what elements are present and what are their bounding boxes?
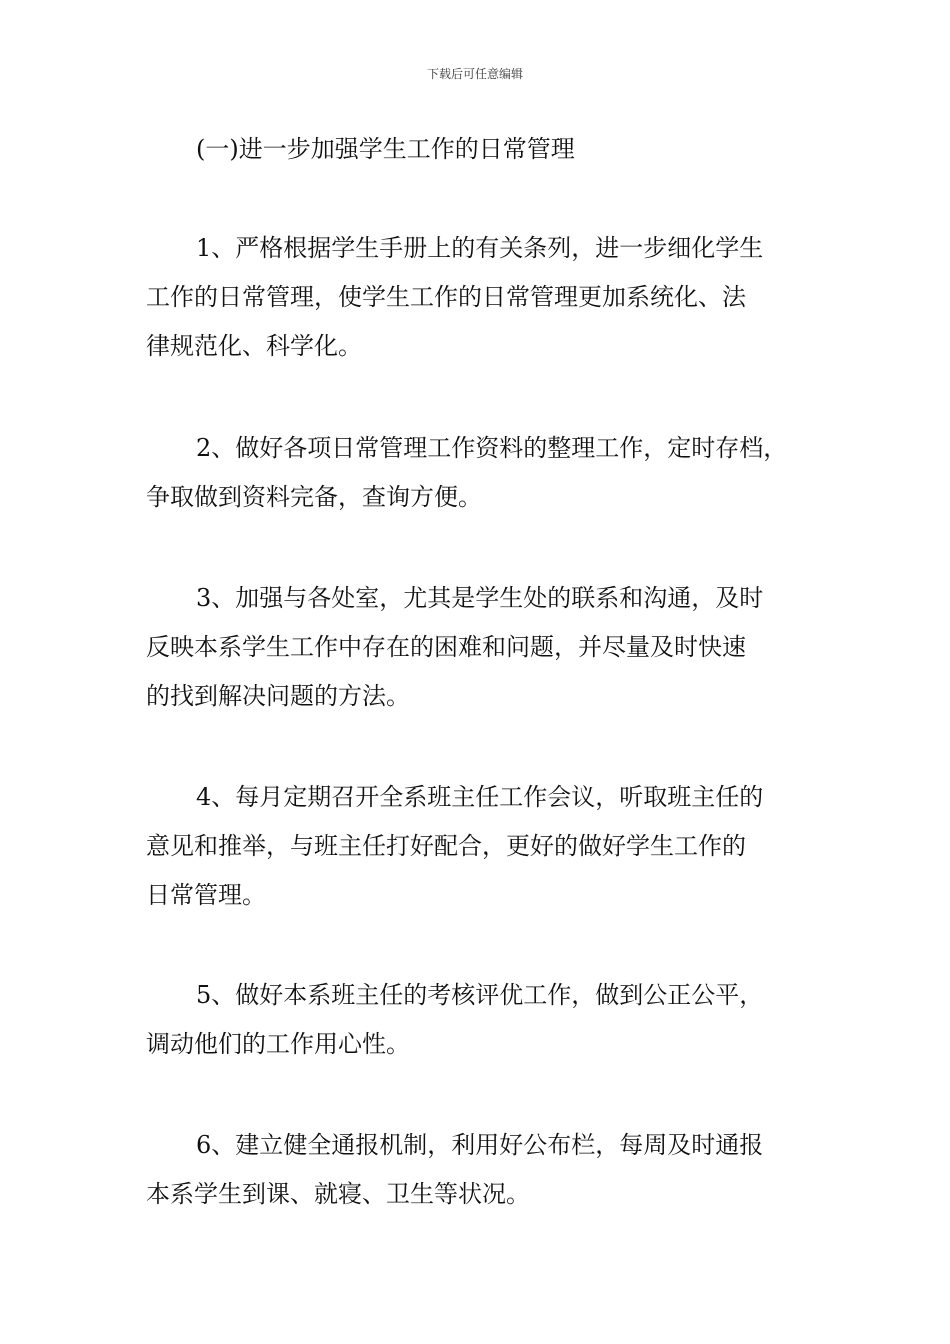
section-heading: (一)进一步加强学生工作的日常管理 <box>196 135 575 163</box>
paragraph-line: 4、每月定期召开全系班主任工作会议，听取班主任的 <box>196 783 764 811</box>
paragraph-line: 工作的日常管理，使学生工作的日常管理更加系统化、法 <box>146 283 746 311</box>
paragraph-line: 1、严格根据学生手册上的有关条列，进一步细化学生 <box>196 234 764 262</box>
paragraph-line: 5、做好本系班主任的考核评优工作，做到公正公平， <box>196 981 764 1009</box>
paragraph-line: 的找到解决问题的方法。 <box>146 682 410 710</box>
paragraph-line: 意见和推举，与班主任打好配合，更好的做好学生工作的 <box>146 832 746 860</box>
paragraph-line: 6、建立健全通报机制，利用好公布栏，每周及时通报 <box>196 1131 764 1159</box>
paragraph-3 <box>146 574 763 721</box>
paragraph-4 <box>146 773 763 920</box>
header-note: 下载后可任意编辑 <box>426 67 523 81</box>
paragraph-6 <box>146 1121 763 1219</box>
paragraph-line: 争取做到资料完备，查询方便。 <box>146 483 482 511</box>
paragraph-line: 律规范化、科学化。 <box>146 332 362 360</box>
paragraph-5 <box>146 971 763 1069</box>
paragraph-line: 3、加强与各处室，尤其是学生处的联系和沟通，及时 <box>196 584 764 612</box>
paragraph-1 <box>146 224 763 371</box>
paragraph-line: 日常管理。 <box>146 881 266 909</box>
paragraph-2 <box>146 424 787 522</box>
paragraph-line: 本系学生到课、就寝、卫生等状况。 <box>146 1180 530 1208</box>
paragraph-line: 调动他们的工作用心性。 <box>146 1030 410 1058</box>
paragraph-line: 反映本系学生工作中存在的困难和问题，并尽量及时快速 <box>146 633 746 661</box>
paragraph-line: 2、做好各项日常管理工作资料的整理工作，定时存档， <box>196 434 788 462</box>
